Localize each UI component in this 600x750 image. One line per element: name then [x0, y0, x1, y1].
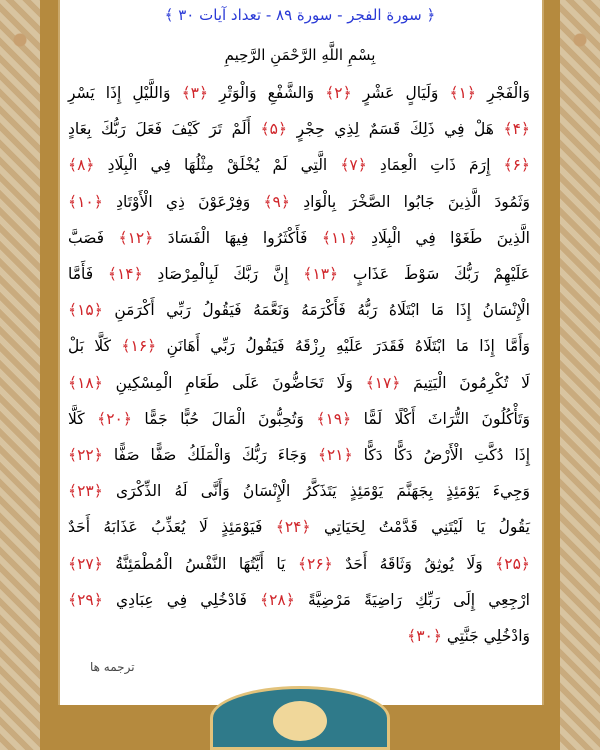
- verse-number: ﴿۲۳﴾: [68, 482, 103, 501]
- verse-text: إِرَمَ ذَاتِ الْعِمَادِ: [366, 156, 504, 175]
- verse-number: ﴿۲۶﴾: [297, 554, 333, 573]
- verse-text: وَالْفَجْرِ: [476, 84, 531, 102]
- verse-number: ﴿۳۰﴾: [407, 627, 442, 645]
- verse-number: ﴿۲﴾: [325, 84, 352, 102]
- verse-number: ﴿۱۹﴾: [316, 409, 352, 428]
- verse-number: ﴿۲۴﴾: [275, 518, 311, 537]
- verse-text: الَّتِي لَمْ يُخْلَقْ مِثْلُهَا فِي الْبِلَادِ: [94, 156, 341, 175]
- verse-number: ﴿۷﴾: [340, 156, 367, 175]
- verse-text: وَتُحِبُّونَ الْمَالَ حُبًّا جَمًّا: [131, 409, 317, 428]
- verse-text: وَجِيءَ يَوْمَئِذٍ بِجَهَنَّمَ يَوْمَئِذٍ يَتَذَكَّرُ الْإِنْسَانُ وَأَنَّى لَهُ الذِّكْرَى: [102, 482, 530, 501]
- verse-text: وَلَا يُوثِقُ وَثَاقَهُ أَحَدٌ: [332, 554, 496, 573]
- verse-number: ﴿۲۱﴾: [317, 446, 353, 464]
- verse-text: فَصَبَّ: [68, 228, 119, 247]
- verse-number: ﴿۱۷﴾: [365, 373, 401, 392]
- verse-text: فَأَمَّا: [68, 265, 108, 283]
- verse-text: عَلَيْهِمْ رَبُّكَ سَوْطَ عَذَابٍ: [338, 265, 530, 283]
- verse-text: وَجَاءَ رَبُّكَ وَالْمَلَكُ صَفًّا صَفًّا: [102, 446, 318, 464]
- verse-line: [68, 482, 530, 500]
- verse-number: ﴿۲۵﴾: [495, 554, 530, 573]
- verse-text: وَاللَّيْلِ إِذَا يَسْرِ: [68, 84, 182, 102]
- verse-number: ﴿۳﴾: [181, 84, 209, 102]
- verse-text: أَلَمْ تَرَ كَيْفَ فَعَلَ رَبُّكَ بِعَادٍ: [68, 120, 261, 139]
- verse-line: [68, 193, 530, 211]
- verse-line: [68, 555, 530, 573]
- verse-line: [68, 120, 530, 138]
- translations-link[interactable]: ترجمه ها: [90, 660, 135, 674]
- verse-number: ﴿۱۶﴾: [121, 337, 157, 356]
- verse-number: ﴿۶﴾: [503, 156, 530, 175]
- verse-number: ﴿۱۲﴾: [118, 228, 154, 247]
- verse-line: [68, 265, 530, 283]
- verse-line: [68, 229, 530, 247]
- verse-number: ﴿۹﴾: [263, 192, 290, 211]
- verse-line: [68, 591, 530, 609]
- verse-number: ﴿۲۷﴾: [68, 554, 103, 573]
- verse-text: وَلَيَالٍ عَشْرٍ: [351, 84, 450, 102]
- verse-text: وَلَا تَحَاضُّونَ عَلَى طَعَامِ الْمِسْكِينِ: [102, 373, 366, 392]
- verse-text: فَادْخُلِي فِي عِبَادِي: [102, 590, 261, 609]
- verse-text: كَلَّا: [68, 409, 98, 428]
- verse-text: الْإِنْسَانُ إِذَا مَا ابْتَلَاهُ رَبُّهُ فَأَكْرَمَهُ وَنَعَّمَهُ فَيَقُولُ رَبِّي أَكْرَمَنِ: [102, 301, 530, 320]
- verse-text: الَّذِينَ طَغَوْا فِي الْبِلَادِ: [356, 228, 530, 247]
- verse-number: ﴿۱۸﴾: [68, 373, 103, 392]
- verse-line: [68, 518, 530, 536]
- verse-text: لَا تُكْرِمُونَ الْيَتِيمَ: [400, 373, 530, 392]
- verse-line: [68, 374, 530, 392]
- verse-text: وَفِرْعَوْنَ ذِي الْأَوْتَادِ: [102, 192, 264, 211]
- verse-number: ﴿۲۲﴾: [68, 446, 103, 464]
- verse-text: ارْجِعِي إِلَى رَبِّكِ رَاضِيَةً مَرْضِيَّةً: [294, 590, 530, 609]
- verse-text: فَيَوْمَئِذٍ لَا يُعَذِّبُ عَذَابَهُ أَحَدٌ: [68, 518, 276, 537]
- verse-line: [68, 301, 530, 319]
- verse-line: [68, 337, 530, 355]
- verse-line: [68, 627, 530, 645]
- verse-text: كَلَّا بَلْ: [68, 337, 122, 356]
- verse-line: [68, 84, 530, 102]
- verse-text: إِذَا دُكَّتِ الْأَرْضُ دَكًّا دَكًّا: [352, 446, 531, 464]
- verse-text: وَثَمُودَ الَّذِينَ جَابُوا الصَّخْرَ بِالْوَادِ: [289, 192, 530, 211]
- bottom-ornament-icon: [210, 686, 390, 750]
- verse-text: يَا أَيَّتُهَا النَّفْسُ الْمُطْمَئِنَّةُ: [102, 554, 298, 573]
- verse-text: فَأَكْثَرُوا فِيهَا الْفَسَادَ: [153, 228, 322, 247]
- verse-number: ﴿۱۳﴾: [303, 265, 339, 283]
- verse-number: ﴿۱۴﴾: [107, 265, 143, 283]
- verse-text: وَادْخُلِي جَنَّتِي: [441, 627, 530, 645]
- verse-text: وَتَأْكُلُونَ التُّرَاثَ أَكْلًا لَمًّا: [351, 409, 530, 428]
- verse-number: ﴿۲۸﴾: [260, 590, 295, 609]
- verse-number: ﴿۱۰﴾: [68, 192, 103, 211]
- verse-text: وَأَمَّا إِذَا مَا ابْتَلَاهُ فَقَدَرَ عَلَيْهِ رِزْقَهُ فَيَقُولُ رَبِّي أَهَانَنِ: [156, 337, 530, 356]
- verse-text: إِنَّ رَبَّكَ لَبِالْمِرْصَادِ: [142, 265, 304, 283]
- verse-number: ﴿۱﴾: [449, 84, 476, 102]
- basmala: بِسْمِ اللَّهِ الرَّحْمَنِ الرَّحِيمِ: [224, 46, 376, 64]
- verse-number: ﴿۱۵﴾: [68, 301, 103, 320]
- verse-number: ﴿۵﴾: [260, 120, 288, 139]
- verse-number: ﴿۲۹﴾: [68, 590, 103, 609]
- verse-text: هَلْ فِي ذَلِكَ قَسَمٌ لِذِي حِجْرٍ: [287, 120, 504, 139]
- verse-line: [68, 156, 530, 174]
- verse-number: ﴿۸﴾: [68, 156, 95, 175]
- verse-number: ﴿۴﴾: [503, 120, 530, 139]
- verse-line: [68, 410, 530, 428]
- verse-number: ﴿۱۱﴾: [321, 228, 357, 247]
- verse-text: يَقُولُ يَا لَيْتَنِي قَدَّمْتُ لِحَيَاتِي: [310, 518, 530, 537]
- verse-line: [68, 446, 530, 464]
- surah-title: ﴿ سورة الفجر - سورة ۸۹ - تعداد آيات ۳۰ ﴾: [164, 6, 436, 24]
- verse-number: ﴿۲۰﴾: [97, 409, 132, 428]
- verse-text: وَالشَّفْعِ وَالْوَتْرِ: [208, 84, 326, 102]
